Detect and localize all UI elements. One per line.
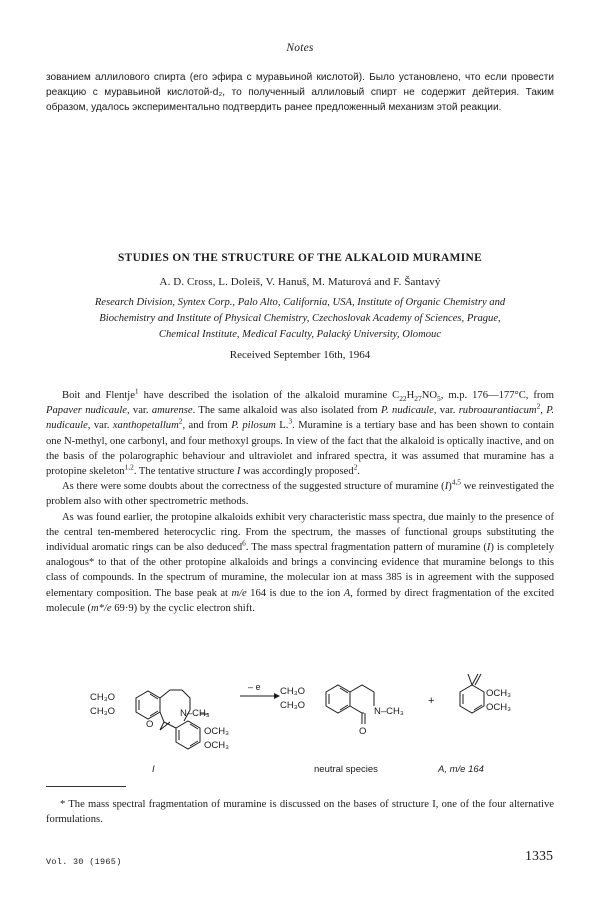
affiliation-line-3: Chemical Institute, Medical Faculty, Palacký University, Olomouc [158,329,442,340]
paragraph-2: As there were some doubts about the correctness of the suggested structure of muramine $(I)^{4,5}$ we reinvestigated the problem also with other spectrometric methods. [46,477,554,508]
footnote: * The mass spectral fragmentation of muramine is discussed on the bases of structure I, one of the four alternative formulations. [46,799,554,825]
footnote-rule [46,786,126,787]
paragraph-1: Boit and Flentje$^1$ have described the isolation of the alkaloid muramine $C_{22}H_{27}NO_5$, m.p. 176—177°C, from Papaver nudicaule, var. amurense. The same alkaloid was also isolated from P. nudicaule, var. rubroaurantiacum$^2$, P. nudicaule, var. xanthopetallum$^2$, and from P. pilosum L.$^3$. Muramine is a tertiary base and has been shown to contain one N-methyl, one carbonyl, and four methoxyl groups. In view of the fact that the alkaloid is optically inactive, and on the basis of the polarographic behaviour and ultraviolet and infrared spectra, it was assumed that muramine has a protopine skeleton$^{1,2}$. The tentative structure I was accordingly proposed$^2$. [46,386,555,478]
page-number: 1335 [525,849,553,864]
product-methoxy-1: CH₃O [280,686,305,697]
product-carbonyl-o: O [359,726,367,737]
ion-methoxy-2: OCH₃ [486,702,511,713]
paragraph-3: As was found earlier, the protopine alkaloids exhibit very characteristic mass spectra, due mainly to the presence of the central ten-membered heterocyclic ring. From the spectrum, the masses of functional groups substituting the individual aromatic rings can be also deduced$^6$. The mass spectral fragmentation pattern of muramine (I) is completely analogous* to that of the other protopine alkaloids and brings a convincing evidence that muramine belongs to this class of compounds. In the spectrum of muramine, the molecular ion at mass 385 is in agreement with the supposed elementary composition. The base peak at m/e 164 is due to the ion A, formed by direct fragmentation of the excited molecule (m*/e 69·9) by the cyclic electron shift. [46,511,555,614]
plus-sign: + [428,695,435,707]
label-neutral-species: neutral species [314,764,378,775]
article-body [46,388,554,616]
ion-methoxy-1: OCH₃ [486,688,511,699]
product-n-methyl: N–CH₃ [374,706,404,717]
received-date: Received September 16th, 1964 [229,349,371,361]
product-methoxy-2: CH₃O [280,700,305,711]
fragmentation-scheme-svg [80,670,560,780]
continuation-paragraph: зованием аллилового спирта (его эфира с муравьиной кислотой). Было установлено, что если провести реакцию с муравьиной кислотой-d₂, то полученный аллиловый спирт не содержит дейтерия. Таким образом, удалось экспериментально подтвердить ранее предложенный механизм этой реакции. [46,72,554,113]
ion-A-structure [460,674,484,713]
carbonyl-o-label: O [146,719,154,730]
neutral-species-structure [326,685,374,724]
fragmentation-scheme [80,670,560,780]
methoxy-label-2: CH₃O [90,706,115,717]
label-ion-A: A, m/e 164 [438,764,484,775]
methoxy-label-4: OCH₃ [204,740,229,751]
authors: A. D. Cross, L. Doleiš, V. Hanuš, M. Maturová and F. Šantavý [159,276,441,288]
label-structure-I: I [152,764,155,775]
methoxy-label-3: OCH₃ [204,726,229,737]
affiliation [46,295,554,343]
article-title: STUDIES ON THE STRUCTURE OF THE ALKALOID MURAMINE [117,252,483,264]
n-methyl-label: N–CH₃ [180,708,210,719]
methoxy-label-1: CH₃O [90,692,115,703]
affiliation-line-2: Biochemistry and Institute of Physical Chemistry, Czechoslovak Academy of Sciences, Prague, [99,313,501,324]
running-head: Notes [286,42,314,54]
arrow-label: – e [248,682,261,692]
volume-label: Vol. 30 (1965) [46,857,122,867]
affiliation-line-1: Research Division, Syntex Corp., Palo Alto, California, USA, Institute of Organic Chemistry and [94,297,506,308]
